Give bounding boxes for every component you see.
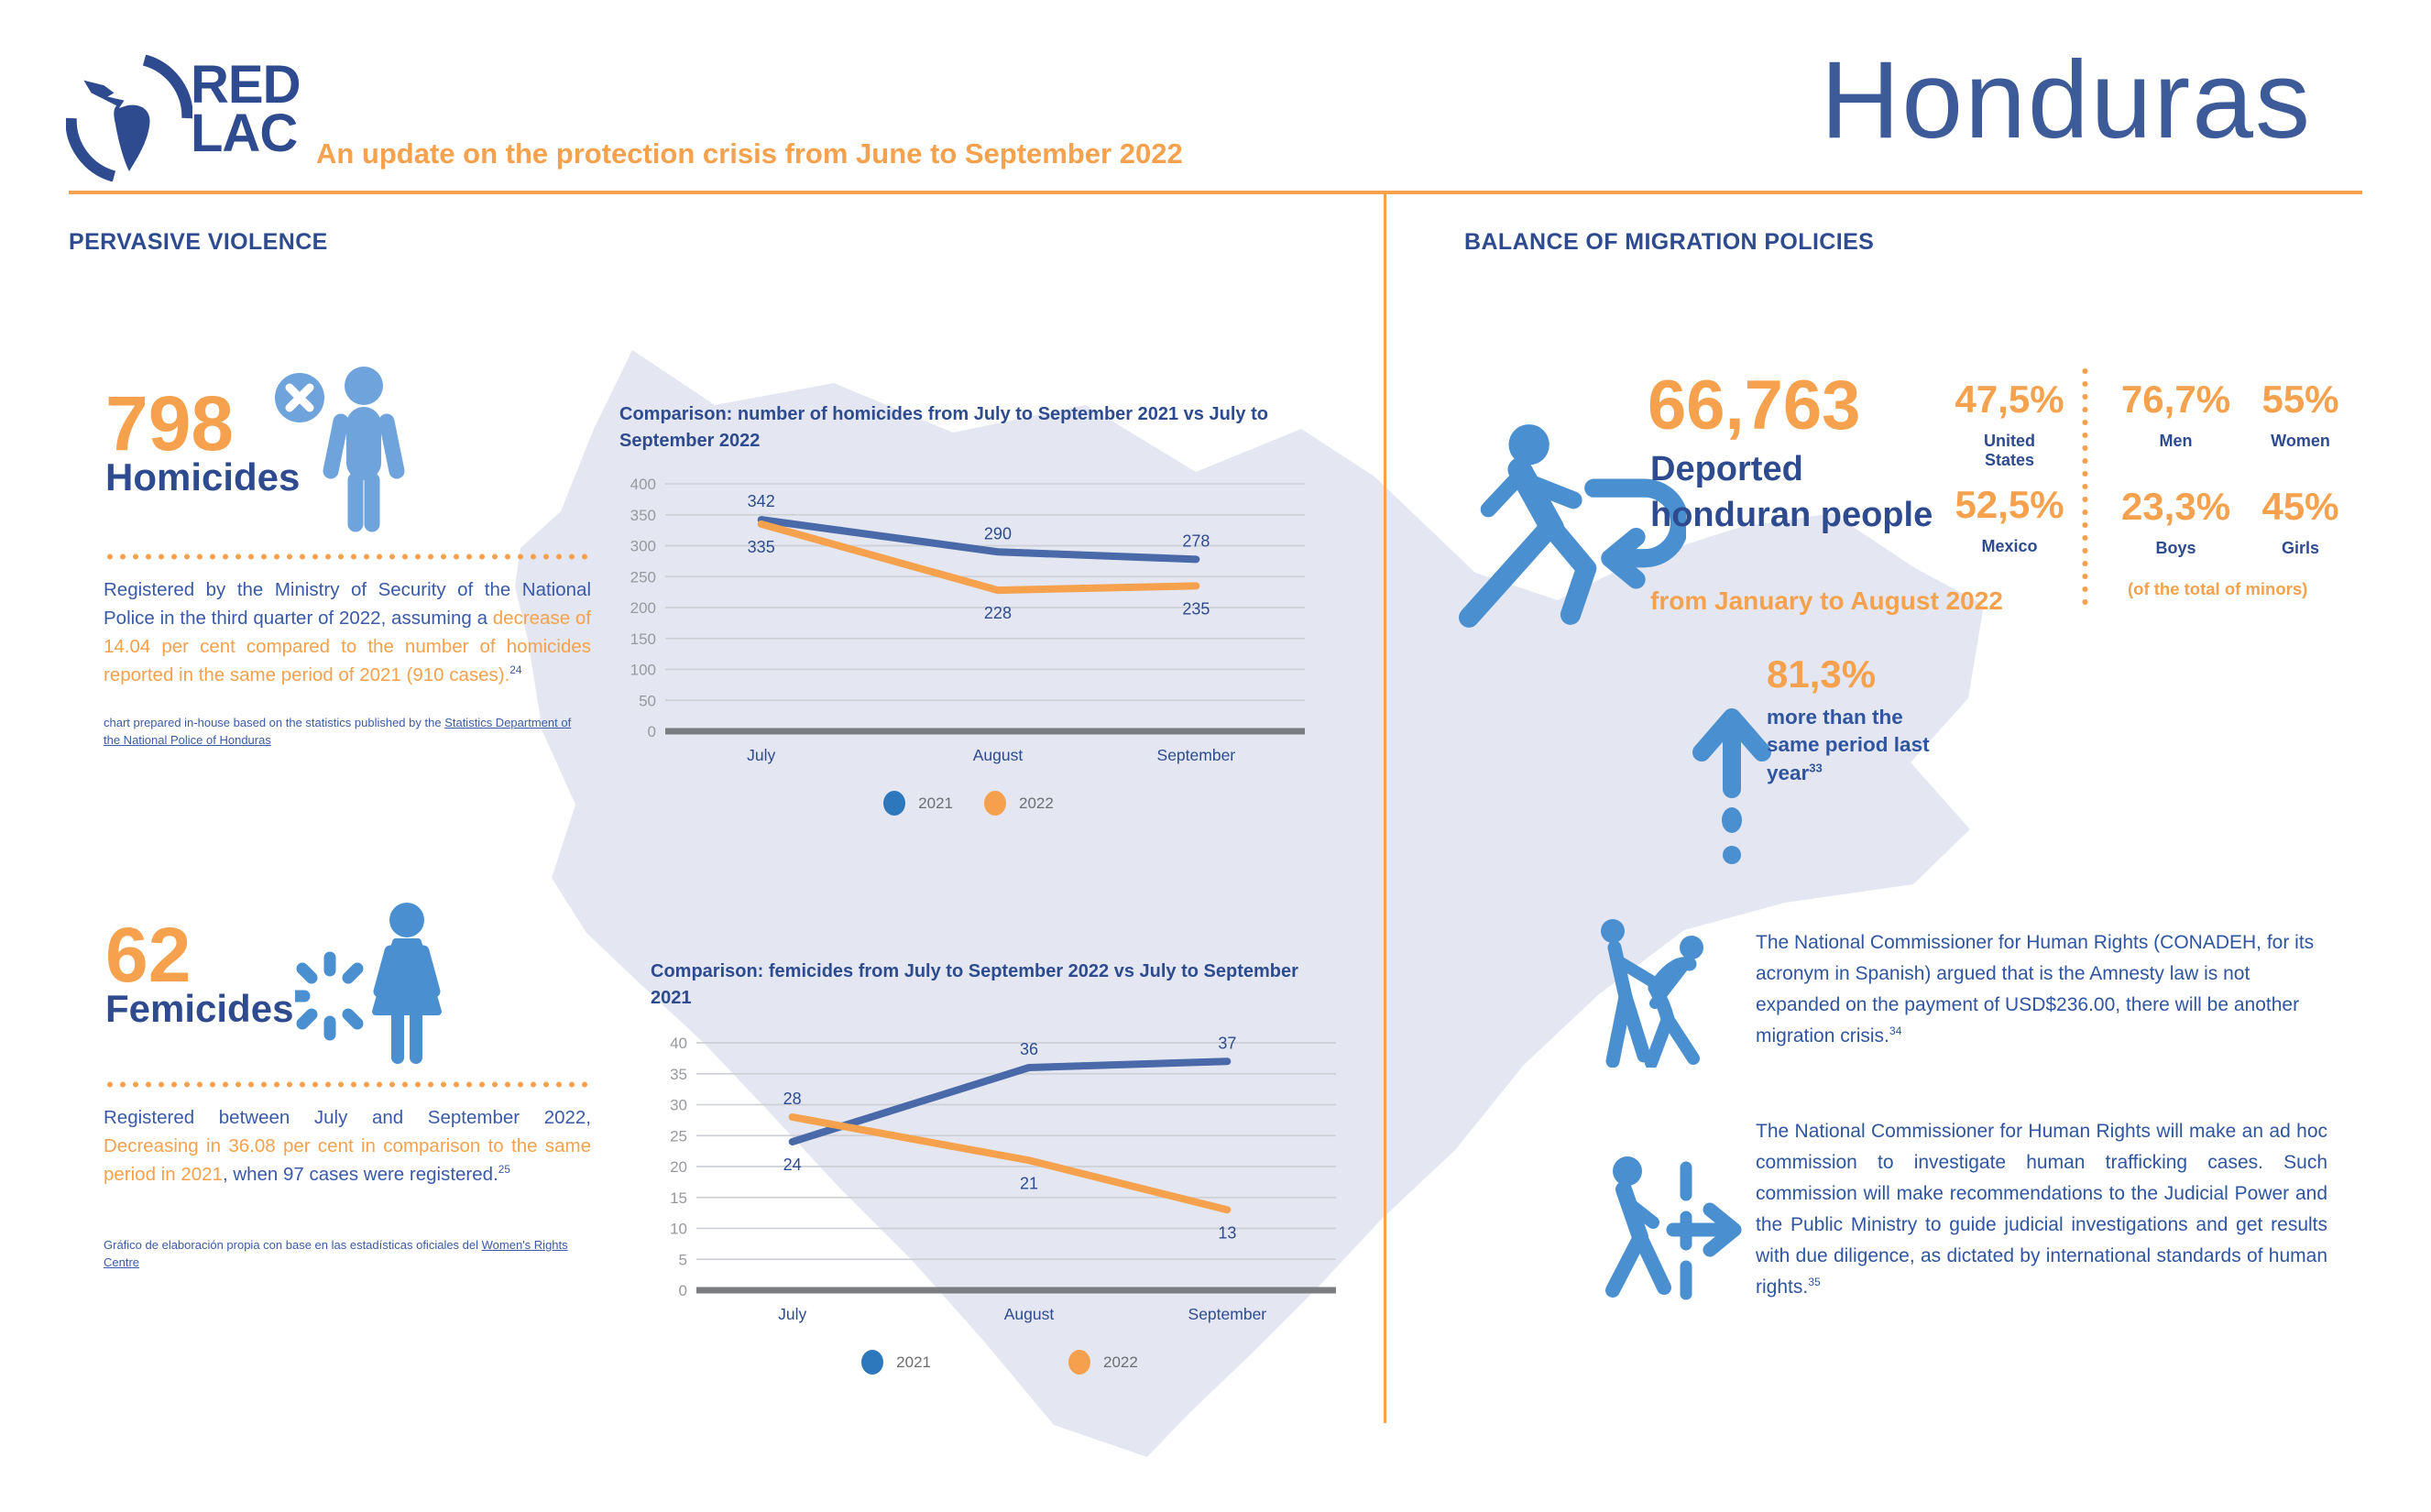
legend-item xyxy=(1068,1350,1138,1375)
femicides-value: 62 xyxy=(105,912,192,998)
section-divider xyxy=(1384,193,1386,1423)
female-stats-column xyxy=(2243,380,2358,577)
svg-text:August: August xyxy=(1003,1305,1055,1323)
commission-text xyxy=(1756,1116,2327,1303)
origin-stats-column xyxy=(1941,380,2078,576)
svg-text:24: 24 xyxy=(783,1156,802,1174)
svg-text:28: 28 xyxy=(783,1090,802,1108)
redlac-logo-globe-icon xyxy=(66,55,192,181)
deported-period: from January to August 2022 xyxy=(1650,586,2003,615)
dotted-separator xyxy=(104,553,591,560)
svg-text:40: 40 xyxy=(670,1035,687,1052)
logo-line2: LAC xyxy=(191,104,298,164)
legend-item xyxy=(861,1350,931,1375)
commission-text-body: The National Commissioner for Human Rights will make an ad hoc commission to investigate human trafficking cases. Such commission will make recommendations to the Judicial Power and the Public Ministry to guide judicial investigations and get results with due diligence, as dictated by international standards of human rights. xyxy=(1756,1121,2327,1298)
pct-united-states: 47,5% xyxy=(1955,378,2064,421)
svg-text:400: 400 xyxy=(630,476,656,493)
legend-item xyxy=(883,791,953,816)
svg-text:21: 21 xyxy=(1019,1174,1038,1193)
svg-text:5: 5 xyxy=(678,1251,687,1269)
svg-text:0: 0 xyxy=(647,723,656,740)
legend-label: 2022 xyxy=(1103,1353,1138,1371)
homicides-value: 798 xyxy=(105,380,235,466)
conadeh-text xyxy=(1756,927,2326,1052)
svg-text:July: July xyxy=(778,1305,807,1323)
svg-text:350: 350 xyxy=(630,506,656,524)
svg-text:228: 228 xyxy=(983,604,1012,623)
femicides-source-text: Gráfico de elaboración propia con base en las estadísticas oficiales del xyxy=(104,1238,482,1252)
femicides-source-note xyxy=(104,1237,591,1272)
homicides-chart xyxy=(619,401,1318,816)
pct-mexico: 52,5% xyxy=(1955,483,2064,527)
femicides-desc-highlight: Decreasing in 36.08 per cent in comparison to the same period in 2021 xyxy=(104,1135,591,1186)
pct-united-states-label: United States xyxy=(1984,432,2035,469)
increase-arrow-icon xyxy=(1689,672,1776,873)
country-title: Honduras xyxy=(1820,38,2312,161)
pct-men: 76,7% xyxy=(2120,378,2231,421)
logo-line1: RED xyxy=(191,55,301,115)
svg-text:36: 36 xyxy=(1019,1040,1038,1058)
svg-text:13: 13 xyxy=(1218,1223,1237,1243)
pct-girls-label: Girls xyxy=(2281,538,2320,557)
femicides-desc-main: Registered between July and September 2022, xyxy=(104,1107,591,1128)
male-stats-column xyxy=(2109,380,2242,577)
section-title-violence: PERVASIVE VIOLENCE xyxy=(69,229,328,255)
svg-text:250: 250 xyxy=(630,568,656,586)
svg-text:September: September xyxy=(1156,746,1236,764)
svg-text:September: September xyxy=(1188,1305,1267,1323)
femicides-desc-end: , when 97 cases were registered. xyxy=(222,1164,498,1186)
homicides-footnote-ref: 24 xyxy=(509,663,522,677)
svg-text:15: 15 xyxy=(670,1189,687,1207)
report-tagline: An update on the protection crisis from June to September 2022 xyxy=(316,137,1183,170)
femicides-footnote-ref: 25 xyxy=(498,1163,510,1177)
commission-footnote-ref: 35 xyxy=(1808,1276,1821,1289)
pct-women: 55% xyxy=(2261,378,2339,421)
svg-text:150: 150 xyxy=(630,630,656,648)
svg-text:August: August xyxy=(972,746,1024,764)
pct-women-label: Women xyxy=(2271,432,2330,450)
femicides-chart-legend xyxy=(651,1350,1349,1375)
increase-text xyxy=(1767,704,1955,787)
legend-label: 2021 xyxy=(896,1353,931,1371)
svg-text:335: 335 xyxy=(747,537,775,556)
increase-footnote-ref: 33 xyxy=(1809,761,1823,775)
svg-text:30: 30 xyxy=(670,1096,687,1114)
femicides-chart xyxy=(651,959,1349,1375)
homicides-desc-highlight: decrease of 14.04 per cent compared to the number of homicides reported in the same period of 2021 (910 cases). xyxy=(104,608,592,686)
pct-boys: 23,3% xyxy=(2120,484,2231,528)
svg-text:100: 100 xyxy=(630,661,656,679)
homicide-person-icon xyxy=(275,363,412,537)
dotted-separator xyxy=(104,1081,591,1088)
deported-label: Deported honduran people xyxy=(1650,450,1933,535)
legend-item xyxy=(984,791,1054,816)
homicides-source-text: chart prepared in-house based on the statistics published by the xyxy=(104,716,445,729)
person-exit-icon xyxy=(1593,1144,1753,1327)
femicides-label: Femicides xyxy=(105,987,294,1030)
svg-text:200: 200 xyxy=(630,599,656,617)
legend-label: 2022 xyxy=(1019,794,1054,812)
svg-text:50: 50 xyxy=(639,692,656,710)
femicides-source-link[interactable]: Women's Rights Centre xyxy=(104,1238,568,1269)
homicides-description xyxy=(104,575,591,690)
svg-text:300: 300 xyxy=(630,537,656,555)
svg-text:July: July xyxy=(747,746,776,764)
homicides-desc-main: Registered by the Ministry of Security of the National Police in the third quarter of 2022, assuming a xyxy=(104,579,591,630)
conadeh-footnote-ref: 34 xyxy=(1889,1024,1902,1038)
femicides-description xyxy=(104,1103,591,1189)
legend-dot-icon xyxy=(984,791,1006,816)
section-title-migration: BALANCE OF MIGRATION POLICIES xyxy=(1464,229,1875,255)
pct-men-label: Men xyxy=(2159,432,2193,450)
svg-text:10: 10 xyxy=(670,1220,687,1238)
stats-dotted-divider xyxy=(2082,365,2088,610)
deported-value: 66,763 xyxy=(1648,367,1861,444)
femicide-woman-icon xyxy=(295,900,455,1074)
legend-dot-icon xyxy=(861,1350,883,1375)
pct-mexico-label: Mexico xyxy=(1981,537,2038,556)
femicides-chart-title: Comparison: femicides from July to September 2022 vs July to September 2021 xyxy=(651,961,1298,1008)
increase-value: 81,3% xyxy=(1767,652,1877,696)
homicides-source-note xyxy=(104,715,580,750)
legend-label: 2021 xyxy=(918,794,953,812)
femicides-line-chart xyxy=(651,1023,1349,1332)
pct-girls: 45% xyxy=(2261,484,2339,528)
svg-text:235: 235 xyxy=(1182,599,1210,619)
svg-text:278: 278 xyxy=(1182,531,1210,551)
redlac-logo xyxy=(66,55,192,186)
svg-text:342: 342 xyxy=(747,492,775,511)
increase-text-body: more than the same period last year xyxy=(1767,706,1930,784)
header-divider xyxy=(69,191,2362,194)
homicides-chart-legend xyxy=(619,791,1318,816)
homicides-line-chart xyxy=(619,464,1318,773)
homicides-label: Homicides xyxy=(105,455,301,499)
svg-text:290: 290 xyxy=(983,524,1012,543)
conadeh-text-body: The National Commissioner for Human Rights (CONADEH, for its acronym in Spanish) argued that is the Amnesty law is not expanded on the payment of USD$236.00, there will be another migration crisis. xyxy=(1756,932,2315,1047)
legend-dot-icon xyxy=(1068,1350,1090,1375)
homicides-chart-title: Comparison: number of homicides from July to September 2021 vs July to September 2022 xyxy=(619,404,1268,451)
minors-note: (of the total of minors) xyxy=(2128,579,2308,598)
svg-text:35: 35 xyxy=(670,1065,687,1083)
svg-text:37: 37 xyxy=(1218,1034,1237,1053)
redlac-logo-text xyxy=(191,55,301,164)
svg-text:0: 0 xyxy=(678,1282,687,1299)
svg-text:20: 20 xyxy=(670,1158,687,1176)
homicides-source-link[interactable]: Statistics Department of the National Police of Honduras xyxy=(104,716,572,747)
people-helping-icon xyxy=(1596,916,1734,1072)
svg-text:25: 25 xyxy=(670,1127,687,1145)
pct-boys-label: Boys xyxy=(2155,538,2196,557)
legend-dot-icon xyxy=(883,791,905,816)
